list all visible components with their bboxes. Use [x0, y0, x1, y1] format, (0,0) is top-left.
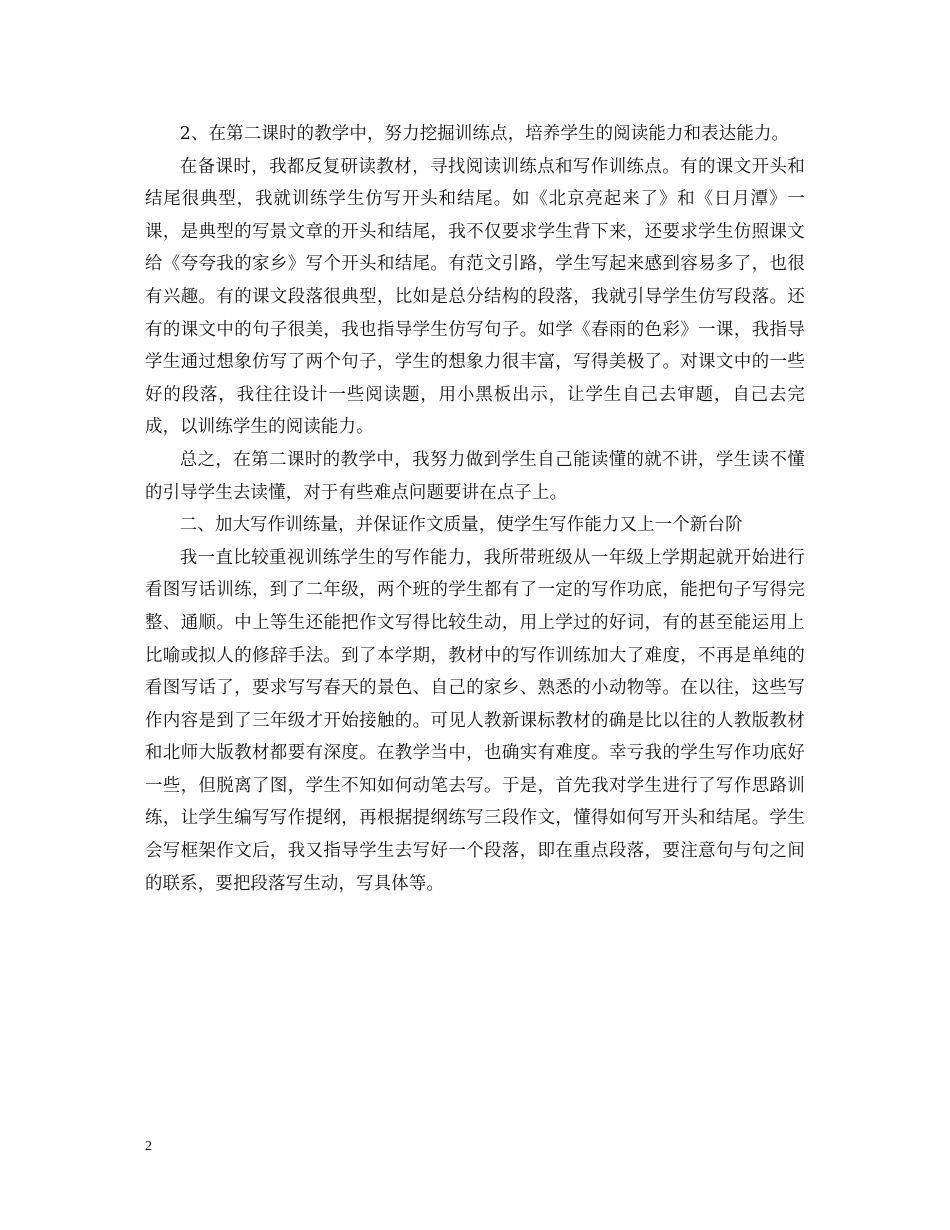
page-number: 2 — [145, 1139, 152, 1154]
paragraph: 在备课时，我都反复研读教材，寻找阅读训练点和写作训练点。有的课文开头和结尾很典型，我就训练学生仿写开头和结尾。如《北京亮起来了》和《日月潭》一课，是典型的写景文章的开头和结尾，我不仅要求学生背下来，还要求学生仿照课文给《夸夸我的家乡》写个开头和结尾。有范文引路，学生写起来感到容易多了，也很有兴趣。有的课文段落很典型，比如是总分结构的段落，我就引导学生仿写段落。还有的课文中的句子很美，我也指导学生仿写句子。如学《春雨的色彩》一课，我指导学生通过想象仿写了两个句子，学生的想象力很丰富，写得美极了。对课文中的一些好的段落，我往往设计一些阅读题，用小黑板出示，让学生自己去审题，自己去完成，以训练学生的阅读能力。 — [145, 156, 805, 438]
paragraph: 总之，在第二课时的教学中，我努力做到学生自己能读懂的就不讲，学生读不懂的引导学生去读懂，对于有些难点问题要讲在点子上。 — [145, 449, 805, 503]
paragraph: 我一直比较重视训练学生的写作能力，我所带班级从一年级上学期起就开始进行看图写话训练，到了二年级，两个班的学生都有了一定的写作功底，能把句子写得完整、通顺。中上等生还能把作文写得比较生动，用上学过的好词，有的甚至能运用上比喻或拟人的修辞手法。到了本学期，教材中的写作训练加大了难度，不再是单纯的看图写话了，要求写写春天的景色、自己的家乡、熟悉的小动物等。在以往，这些写作内容是到了三年级才开始接触的。可见人教新课标教材的确是比以往的人教版教材和北师大版教材都要有深度。在教学当中，也确实有难度。幸亏我的学生写作功底好一些，但脱离了图，学生不知如何动笔去写。于是，首先我对学生进行了写作思路训练，让学生编写写作提纲，再根据提纲练写三段作文，懂得如何写开头和结尾。学生会写框架作文后，我又指导学生去写好一个段落，即在重点段落，要注意句与句之间的联系，要把段落写生动，写具体等。 — [145, 547, 805, 894]
section-heading: 二、加大写作训练量，并保证作文质量，使学生写作能力又上一个新台阶 — [179, 515, 743, 536]
paragraph: 2、在第二课时的教学中，努力挖掘训练点，培养学生的阅读能力和表达能力。 — [179, 124, 790, 144]
document-body — [145, 118, 805, 900]
